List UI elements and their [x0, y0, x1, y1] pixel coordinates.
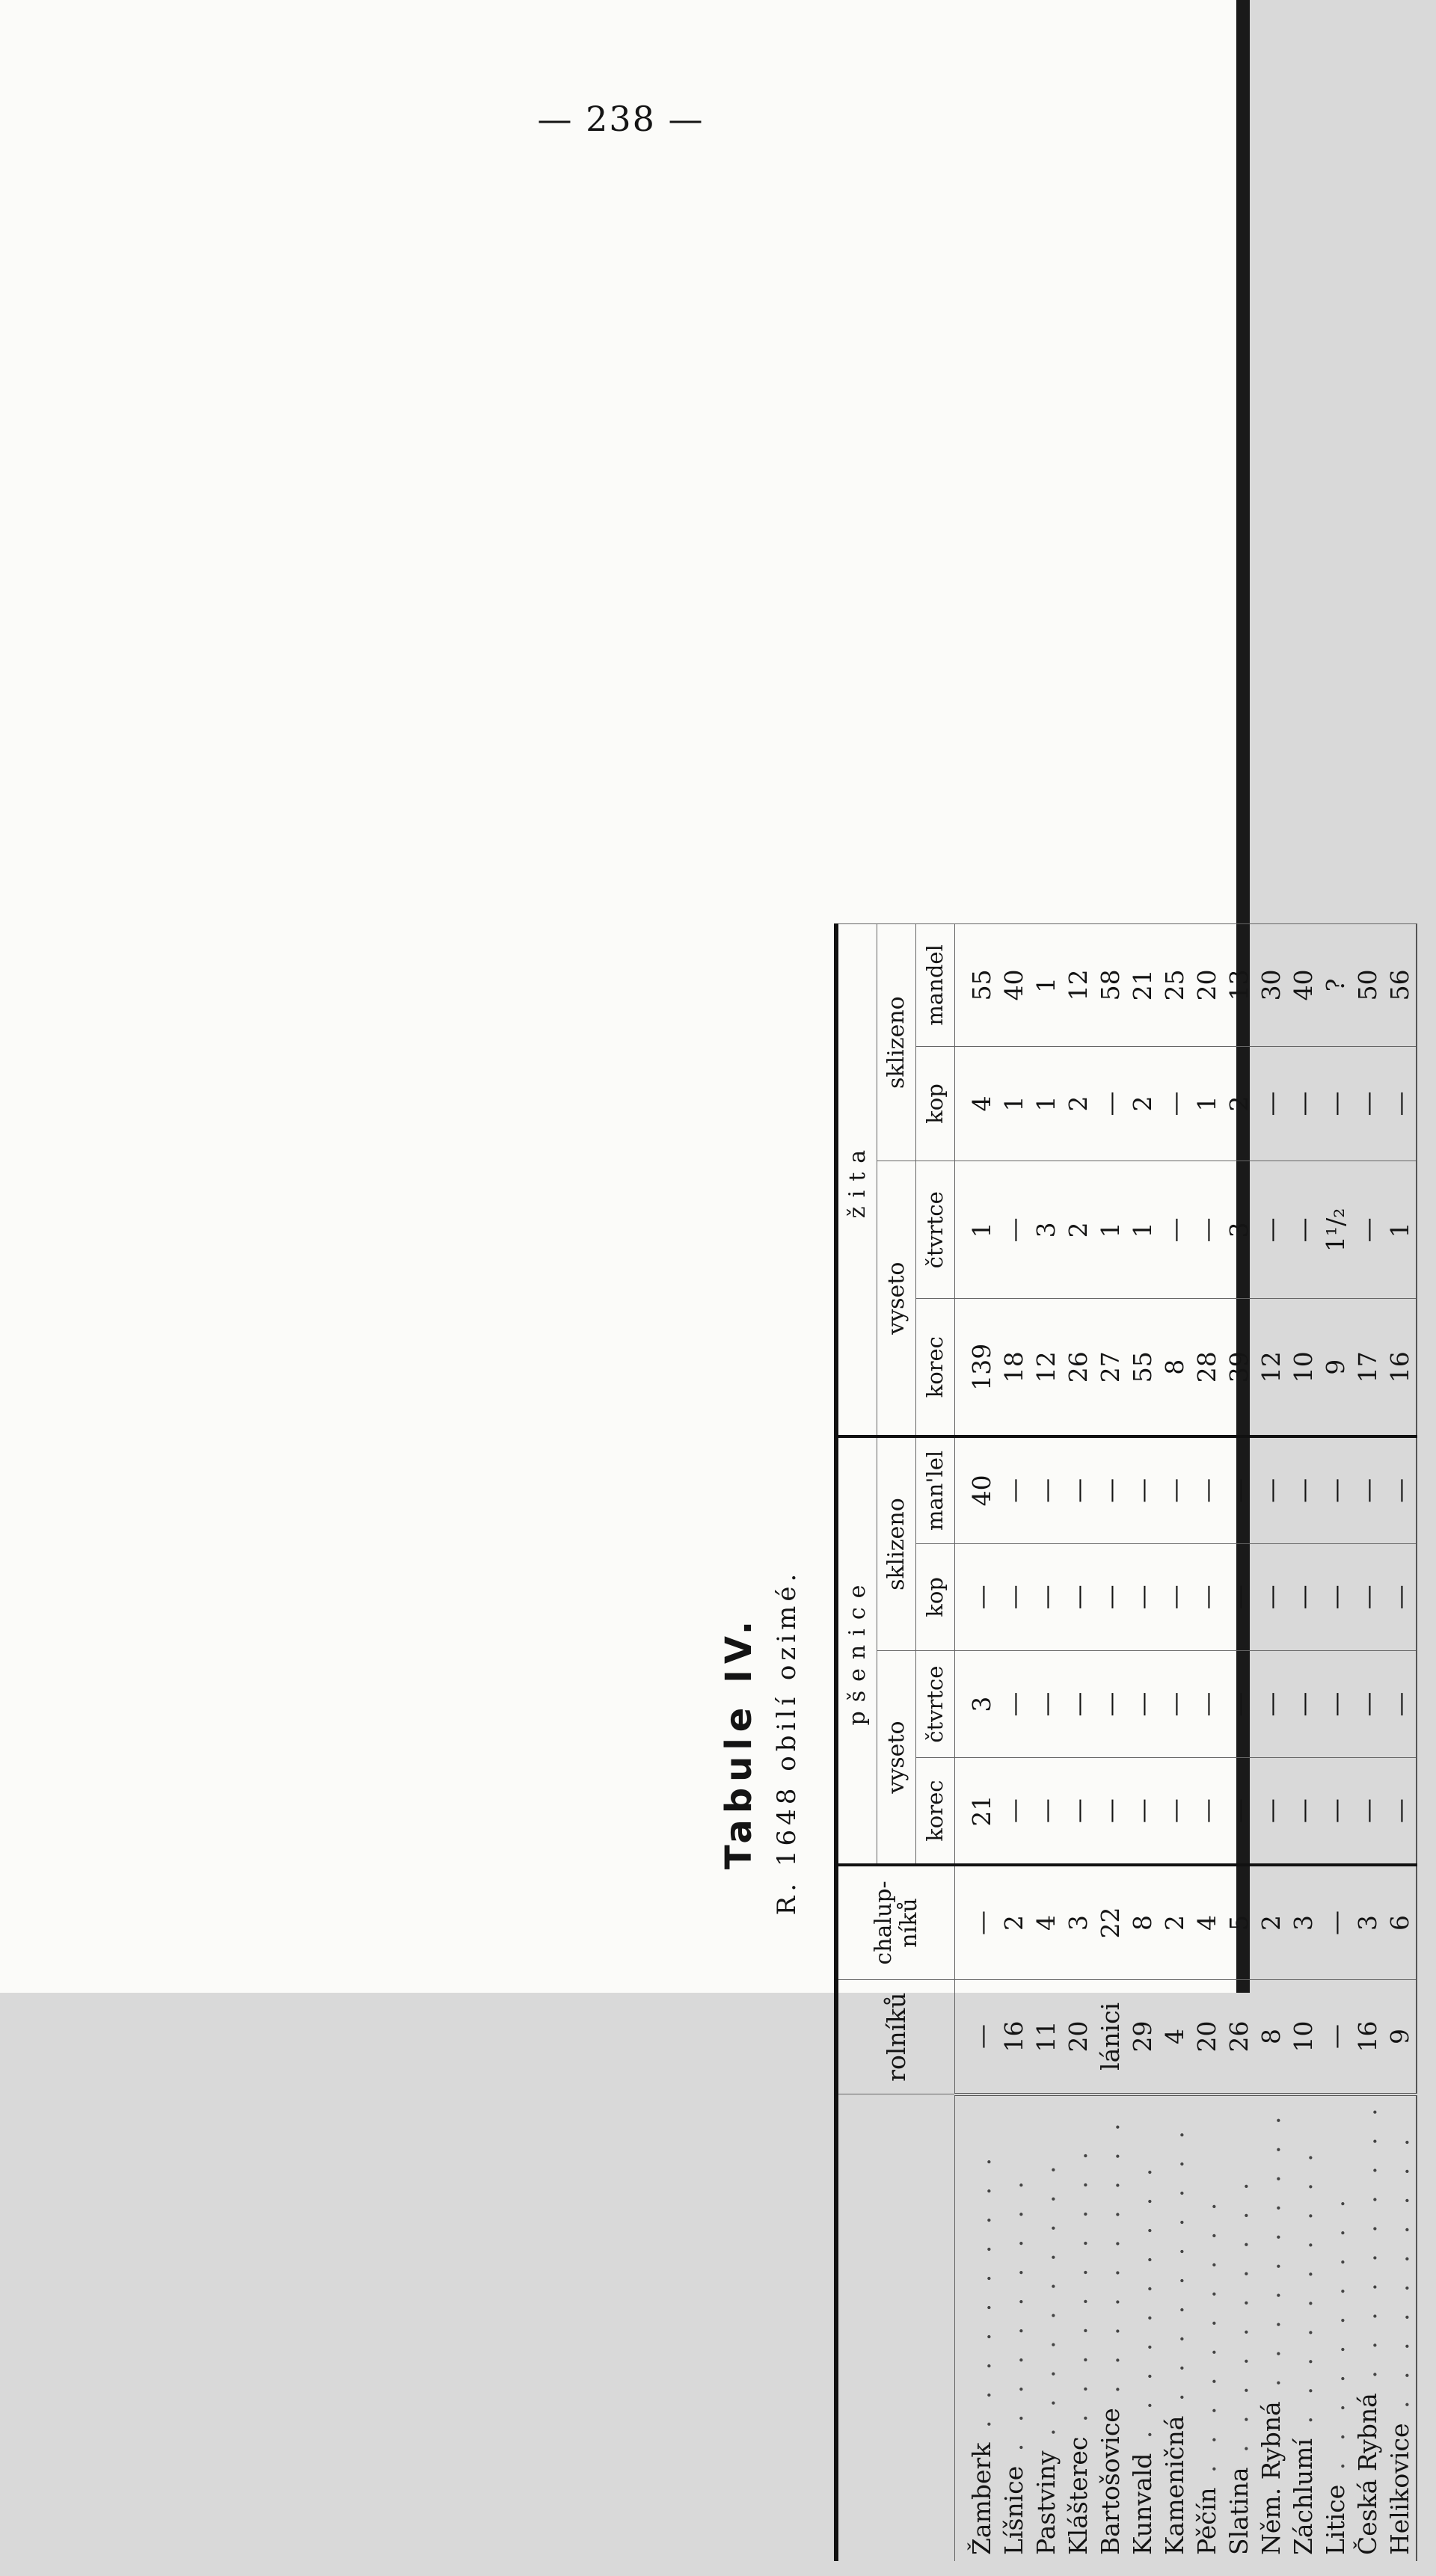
rolniku-cell: 29: [1126, 1979, 1159, 2094]
place-name: Kunvald: [1128, 2453, 1157, 2555]
zita-kop-cell: 1: [998, 1046, 1030, 1161]
leader-dots: . . . . . . . . . .: [1064, 2145, 1093, 2437]
place-cell: [1062, 2094, 1094, 2561]
psenice-kop-cell: —: [1255, 1543, 1287, 1650]
place-name: Záchlumí: [1289, 2438, 1318, 2555]
zita-ctvrtce-cell: —: [1351, 1161, 1384, 1299]
header-row-groups: [836, 924, 877, 2562]
zita-kop-cell: 2: [1223, 1046, 1255, 1161]
psenice-ctvrtce-cell: —: [1223, 1651, 1255, 1758]
place-cell: [955, 2094, 998, 2561]
psenice-ctvrtce-header: čtvrtce: [916, 1651, 955, 1758]
zita-mandel-cell: 40: [1287, 924, 1319, 1047]
place-cell: [1319, 2094, 1351, 2561]
zita-ctvrtce-cell: —: [1287, 1161, 1319, 1299]
psenice-korec-cell: —: [1062, 1758, 1094, 1865]
psenice-ctvrtce-cell: —: [1255, 1651, 1287, 1758]
psenice-ctvrtce-cell: —: [1319, 1651, 1351, 1758]
chalupniku-cell: 3: [1351, 1865, 1384, 1979]
zita-kop-cell: —: [1351, 1046, 1384, 1161]
psenice-ctvrtce-cell: —: [1062, 1651, 1094, 1758]
psenice-kop-cell: —: [1126, 1543, 1159, 1650]
psenice-ctvrtce-cell: —: [998, 1651, 1030, 1758]
psenice-mandel-cell: —: [1159, 1436, 1191, 1543]
psenice-sklizeno-header: sklizeno: [877, 1436, 916, 1650]
chalupniku-cell: 2: [998, 1865, 1030, 1979]
psenice-mandel-cell: —: [1287, 1436, 1319, 1543]
place-cell: [998, 2094, 1030, 2561]
zita-ctvrtce-cell: 1: [955, 1161, 998, 1299]
zita-mandel-cell: 58: [1094, 924, 1126, 1047]
zita-korec-cell: 27: [1094, 1299, 1126, 1436]
psenice-mandel-cell: —: [1255, 1436, 1287, 1543]
place-cell: [1030, 2094, 1062, 2561]
place-cell: [1384, 2094, 1417, 2561]
zita-mandel-cell: 40: [998, 924, 1030, 1047]
leader-dots: . . . . . . . . . .: [1289, 2147, 1318, 2438]
zita-korec-cell: 9: [1319, 1299, 1351, 1436]
zita-mandel-cell: 13: [1223, 924, 1255, 1047]
winter-grain-table: [834, 923, 1417, 2561]
chalupniku-cell: 5: [1223, 1865, 1255, 1979]
psenice-ctvrtce-cell: —: [1159, 1651, 1191, 1758]
zita-kop-cell: —: [1287, 1046, 1319, 1161]
zita-ctvrtce-cell: 1: [1094, 1161, 1126, 1299]
zita-korec-cell: 18: [998, 1299, 1030, 1436]
psenice-ctvrtce-cell: —: [1287, 1651, 1319, 1758]
zita-mandel-header: mandel: [916, 924, 955, 1047]
psenice-ctvrtce-cell: —: [1191, 1651, 1223, 1758]
psenice-kop-cell: —: [1191, 1543, 1223, 1650]
psenice-kop-cell: —: [1384, 1543, 1417, 1650]
zita-mandel-cell: 56: [1384, 924, 1417, 1047]
psenice-mandel-cell: —: [1223, 1436, 1255, 1543]
rolniku-cell: 9: [1384, 1979, 1417, 2094]
zita-korec-cell: 12: [1255, 1299, 1287, 1436]
psenice-kop-cell: —: [1287, 1543, 1319, 1650]
zita-sklizeno-header: sklizeno: [877, 924, 916, 1161]
psenice-kop-cell: —: [1223, 1543, 1255, 1650]
psenice-korec-cell: —: [1223, 1758, 1255, 1865]
psenice-kop-cell: —: [1030, 1543, 1062, 1650]
psenice-mandel-cell: —: [1062, 1436, 1094, 1543]
place-name: Česká Rybná: [1353, 2393, 1382, 2555]
leader-dots: . . . . . . . . . .: [1128, 2161, 1157, 2453]
psenice-korec-cell: —: [1384, 1758, 1417, 1865]
zita-ctvrtce-header: čtvrtce: [916, 1161, 955, 1299]
zita-ctvrtce-cell: —: [1255, 1161, 1287, 1299]
chalupniku-cell: 4: [1030, 1865, 1062, 1979]
place-name: Pastviny: [1031, 2450, 1061, 2555]
psenice-header: pšenice: [836, 1436, 877, 1865]
chalupniku-cell: 6: [1384, 1865, 1417, 1979]
psenice-kop-cell: —: [955, 1543, 998, 1650]
leader-dots: . . . . . . . . . .: [1256, 2109, 1286, 2402]
zita-kop-cell: —: [1384, 1046, 1417, 1161]
table-row: [1255, 924, 1287, 2562]
zita-kop-cell: —: [1094, 1046, 1126, 1161]
rolniku-cell: 16: [1351, 1979, 1384, 2094]
place-cell: [1223, 2094, 1255, 2561]
rolniku-cell: 4: [1159, 1979, 1191, 2094]
psenice-kop-cell: —: [998, 1543, 1030, 1650]
psenice-ctvrtce-cell: —: [1126, 1651, 1159, 1758]
psenice-korec-cell: —: [1126, 1758, 1159, 1865]
rolniku-cell: 20: [1191, 1979, 1223, 2094]
table-row: [1191, 924, 1223, 2562]
zita-korec-cell: 17: [1351, 1299, 1384, 1436]
zita-kop-cell: 2: [1126, 1046, 1159, 1161]
psenice-ctvrtce-cell: —: [1030, 1651, 1062, 1758]
zita-header: žita: [836, 924, 877, 1437]
chalupniku-header: chalup- níků: [836, 1865, 955, 1979]
zita-korec-cell: 55: [1126, 1299, 1159, 1436]
table-row: [1223, 924, 1255, 2562]
psenice-mandel-cell: 40: [955, 1436, 998, 1543]
chalupniku-cell: 8: [1126, 1865, 1159, 1979]
table-row: [1030, 924, 1062, 2562]
place-name: Slatina: [1224, 2467, 1254, 2555]
psenice-kop-cell: —: [1062, 1543, 1094, 1650]
zita-kop-cell: 1: [1030, 1046, 1062, 1161]
zita-korec-cell: 8: [1159, 1299, 1191, 1436]
zita-korec-cell: 26: [1062, 1299, 1094, 1436]
psenice-vyseto-header: vyseto: [877, 1651, 916, 1865]
zita-vyseto-header: vyseto: [877, 1161, 916, 1436]
leader-dots: . . . . . . . . . .: [1353, 2101, 1382, 2394]
place-name: Líšnice: [999, 2465, 1028, 2555]
psenice-korec-cell: —: [1351, 1758, 1384, 1865]
zita-ctvrtce-cell: —: [998, 1161, 1030, 1299]
psenice-mandel-cell: —: [1094, 1436, 1126, 1543]
psenice-kop-header: kop: [916, 1543, 955, 1650]
place-name: Něm. Rybná: [1256, 2401, 1286, 2555]
psenice-korec-cell: —: [998, 1758, 1030, 1865]
zita-korec-cell: 16: [1384, 1299, 1417, 1436]
place-name: Helikovice: [1385, 2423, 1414, 2555]
psenice-korec-cell: —: [1287, 1758, 1319, 1865]
page-number: — 238 —: [537, 99, 705, 139]
place-cell: [1351, 2094, 1384, 2561]
leader-dots: . . . . . . . . . .: [1385, 2131, 1414, 2423]
chalupniku-cell: 22: [1094, 1865, 1126, 1979]
psenice-mandel-cell: —: [1126, 1436, 1159, 1543]
psenice-mandel-header: man'lel: [916, 1436, 955, 1543]
table-row: [1094, 924, 1126, 2562]
chalupniku-cell: 3: [1287, 1865, 1319, 1979]
table-row: [1384, 924, 1417, 2562]
table-row: [1159, 924, 1191, 2562]
rolniku-cell: 20: [1062, 1979, 1094, 2094]
psenice-korec-cell: 21: [955, 1758, 998, 1865]
place-cell: [1287, 2094, 1319, 2561]
place-cell: [1159, 2094, 1191, 2561]
place-name: Žamberk: [967, 2442, 996, 2555]
chalupniku-cell: 2: [1159, 1865, 1191, 1979]
rolniku-cell: —: [1319, 1979, 1351, 2094]
psenice-korec-cell: —: [1319, 1758, 1351, 1865]
zita-ctvrtce-cell: 3: [1030, 1161, 1062, 1299]
zita-mandel-cell: 12: [1062, 924, 1094, 1047]
place-cell: [1126, 2094, 1159, 2561]
place-name: Kameničná: [1160, 2415, 1189, 2555]
zita-mandel-cell: 25: [1159, 924, 1191, 1047]
zita-mandel-cell: 30: [1255, 924, 1287, 1047]
psenice-kop-cell: —: [1159, 1543, 1191, 1650]
chalupniku-cell: 2: [1255, 1865, 1287, 1979]
zita-kop-cell: 4: [955, 1046, 998, 1161]
zita-ctvrtce-cell: 1: [1384, 1161, 1417, 1299]
rolniku-cell: 10: [1287, 1979, 1319, 2094]
table-row: [1062, 924, 1094, 2562]
psenice-ctvrtce-cell: 3: [955, 1651, 998, 1758]
zita-mandel-cell: 50: [1351, 924, 1384, 1047]
zita-ctvrtce-cell: 1: [1126, 1161, 1159, 1299]
psenice-mandel-cell: —: [1191, 1436, 1223, 1543]
chalupniku-cell: 3: [1062, 1865, 1094, 1979]
zita-mandel-cell: 21: [1126, 924, 1159, 1047]
rolniku-cell: 11: [1030, 1979, 1062, 2094]
zita-kop-cell: —: [1319, 1046, 1351, 1161]
table-title: Tabule IV.: [718, 1614, 760, 1870]
zita-kop-cell: —: [1159, 1046, 1191, 1161]
place-cell: [1255, 2094, 1287, 2561]
rolniku-cell: 26: [1223, 1979, 1255, 2094]
zita-ctvrtce-cell: 1¹/₂: [1319, 1161, 1351, 1299]
leader-dots: . . . . . . . . . .: [1031, 2159, 1061, 2451]
psenice-kop-cell: —: [1319, 1543, 1351, 1650]
leader-dots: . . . . . . . . . .: [1192, 2195, 1221, 2488]
place-cell: [1094, 2094, 1126, 2561]
psenice-korec-cell: —: [1159, 1758, 1191, 1865]
table-row: [998, 924, 1030, 2562]
leader-dots: . . . . . . . . . .: [967, 2151, 996, 2443]
rolniku-cell: 8: [1255, 1979, 1287, 2094]
place-header: [836, 2094, 955, 2561]
zita-korec-cell: 39: [1223, 1299, 1255, 1436]
place-name: Klášterec: [1064, 2436, 1093, 2555]
place-name: Litice: [1321, 2484, 1350, 2555]
zita-korec-cell: 139: [955, 1299, 998, 1436]
table-subtitle: R. 1648 obilí ozimé.: [772, 1569, 802, 1916]
psenice-mandel-cell: —: [1384, 1436, 1417, 1543]
psenice-ctvrtce-cell: —: [1094, 1651, 1126, 1758]
rotated-table-block: [718, 909, 1436, 2576]
zita-korec-header: korec: [916, 1299, 955, 1436]
psenice-mandel-cell: —: [998, 1436, 1030, 1543]
psenice-mandel-cell: —: [1319, 1436, 1351, 1543]
psenice-kop-cell: —: [1351, 1543, 1384, 1650]
zita-ctvrtce-cell: 3: [1223, 1161, 1255, 1299]
psenice-korec-cell: —: [1030, 1758, 1062, 1865]
rolniku-header: rolníků: [836, 1979, 955, 2094]
chalupniku-cell: —: [955, 1865, 998, 1979]
zita-mandel-cell: 55: [955, 924, 998, 1047]
zita-ctvrtce-cell: —: [1159, 1161, 1191, 1299]
leader-dots: . . . . . . . . . .: [1321, 2192, 1350, 2485]
leader-dots: . . . . . . . . . .: [999, 2174, 1028, 2466]
zita-kop-header: kop: [916, 1046, 955, 1161]
psenice-korec-cell: —: [1094, 1758, 1126, 1865]
psenice-ctvrtce-cell: —: [1384, 1651, 1417, 1758]
table-row: [1319, 924, 1351, 2562]
psenice-korec-cell: —: [1191, 1758, 1223, 1865]
zita-mandel-cell: ?: [1319, 924, 1351, 1047]
psenice-ctvrtce-cell: —: [1351, 1651, 1384, 1758]
table-row: [955, 924, 998, 2562]
rolniku-cell: lánici: [1094, 1979, 1126, 2094]
leader-dots: . . . . . . . . . .: [1096, 2116, 1125, 2409]
rolniku-cell: 16: [998, 1979, 1030, 2094]
place-cell: [1191, 2094, 1223, 2561]
zita-korec-cell: 28: [1191, 1299, 1223, 1436]
table-row: [1126, 924, 1159, 2562]
zita-korec-cell: 12: [1030, 1299, 1062, 1436]
table-row: [1287, 924, 1319, 2562]
zita-ctvrtce-cell: 2: [1062, 1161, 1094, 1299]
zita-kop-cell: 1: [1191, 1046, 1223, 1161]
leader-dots: . . . . . . . . . .: [1224, 2175, 1254, 2468]
chalupniku-cell: 4: [1191, 1865, 1223, 1979]
psenice-mandel-cell: —: [1351, 1436, 1384, 1543]
table-row: [1351, 924, 1384, 2562]
place-name: Pěčín: [1192, 2487, 1221, 2555]
zita-mandel-cell: 20: [1191, 924, 1223, 1047]
zita-kop-cell: —: [1255, 1046, 1287, 1161]
zita-ctvrtce-cell: —: [1191, 1161, 1223, 1299]
rolniku-cell: —: [955, 1979, 998, 2094]
zita-korec-cell: 10: [1287, 1299, 1319, 1436]
chalupniku-cell: —: [1319, 1865, 1351, 1979]
psenice-kop-cell: —: [1094, 1543, 1126, 1650]
psenice-mandel-cell: —: [1030, 1436, 1062, 1543]
zita-mandel-cell: 1: [1030, 924, 1062, 1047]
zita-kop-cell: 2: [1062, 1046, 1094, 1161]
place-name: Bartošovice: [1096, 2408, 1125, 2555]
psenice-korec-header: korec: [916, 1758, 955, 1865]
psenice-korec-cell: —: [1255, 1758, 1287, 1865]
leader-dots: . . . . . . . . . .: [1160, 2124, 1189, 2416]
